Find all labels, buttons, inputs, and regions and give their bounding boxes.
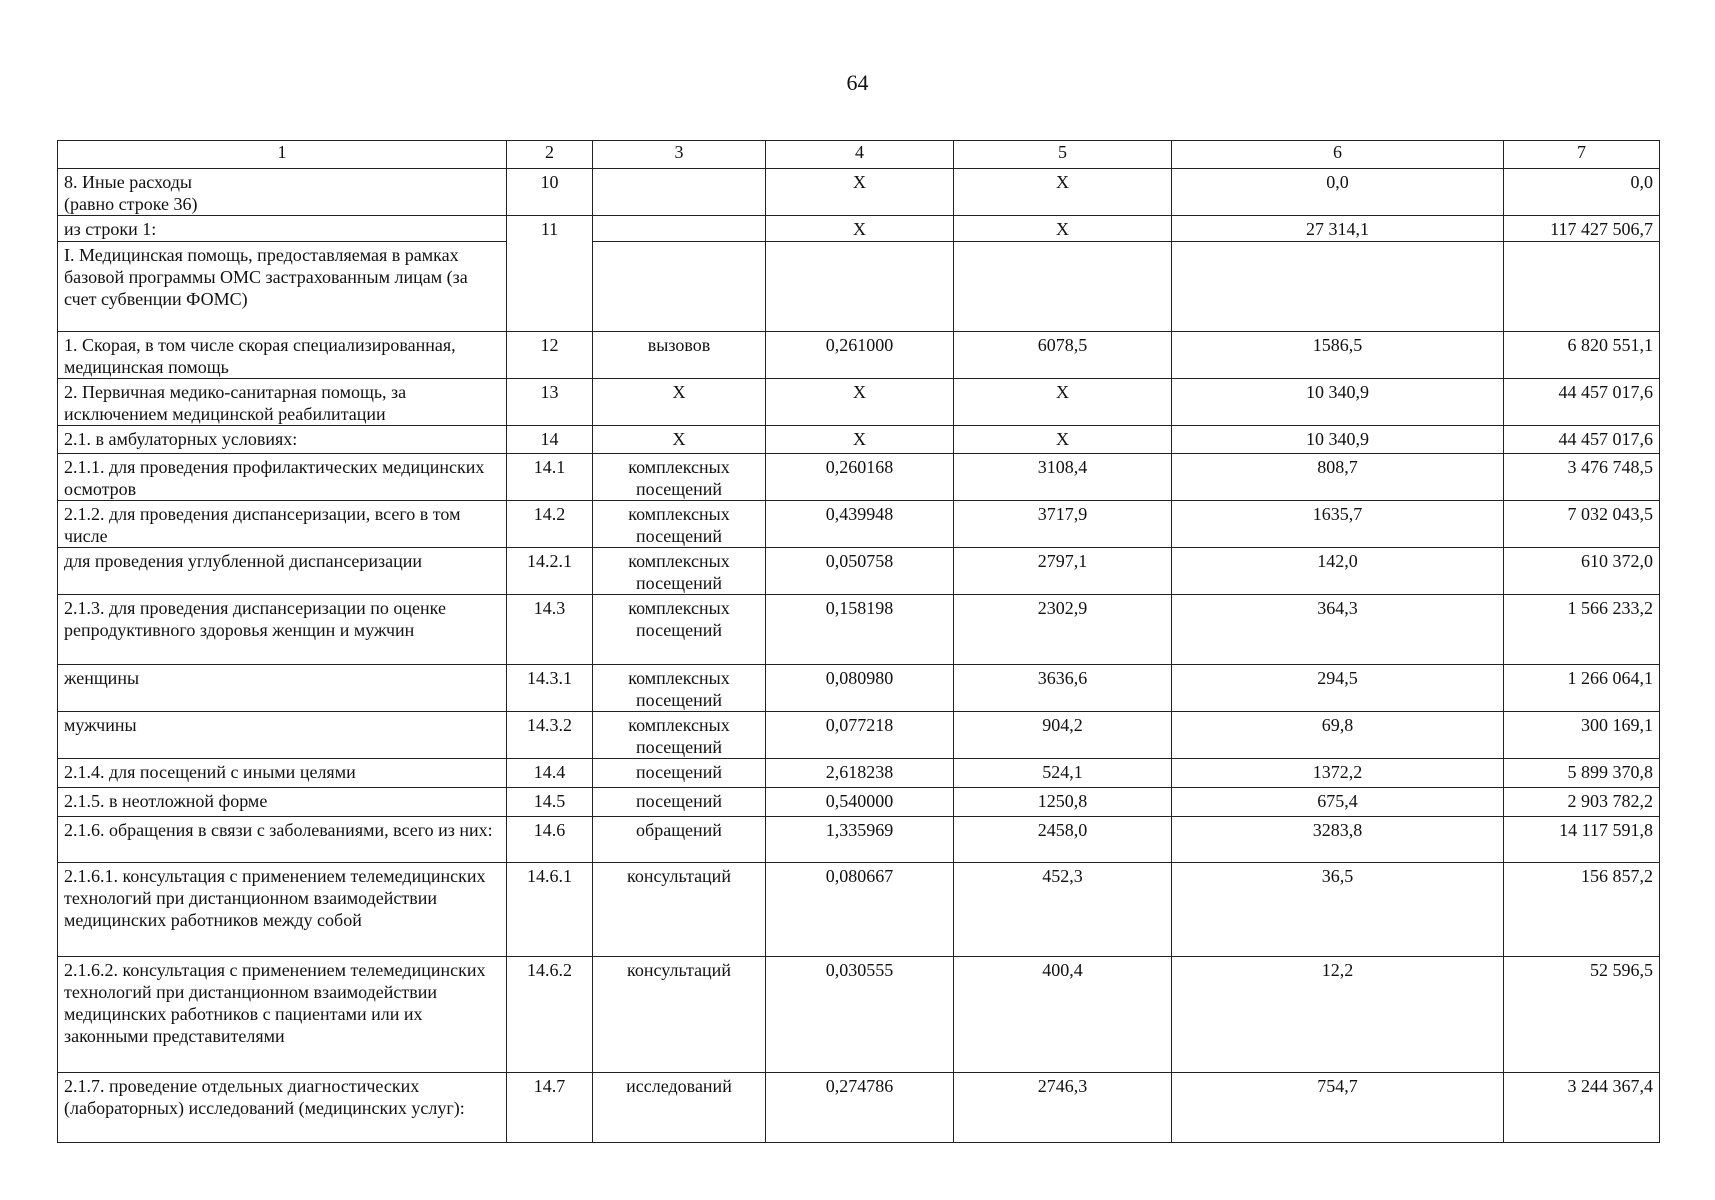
line-number-cell: 14.6.1 <box>507 863 593 957</box>
line-number-cell: 14.2.1 <box>507 548 593 595</box>
value-cell-5: 400,4 <box>954 957 1172 1073</box>
value-cell-6 <box>1172 242 1504 332</box>
line-number-cell: 14 <box>507 426 593 454</box>
value-cell-4: 0,540000 <box>766 788 954 817</box>
value-cell-5: 2302,9 <box>954 595 1172 665</box>
value-cell-7: 2 903 782,2 <box>1504 788 1660 817</box>
value-cell-5: Х <box>954 216 1172 242</box>
row-name-cell: 2. Первичная медико-санитарная помощь, за исключением медицинской реабилитации <box>58 379 507 426</box>
row-name-cell: 2.1.6.2. консультация с применением телемедицинских технологий при дистанционном взаимодействии медицинских работников с пациентами или их законными представителями <box>58 957 507 1073</box>
value-cell-4: 2,618238 <box>766 759 954 788</box>
table-row <box>58 817 1660 863</box>
value-cell-5: 2746,3 <box>954 1073 1172 1143</box>
row-name-cell: 2.1. в амбулаторных условиях: <box>58 426 507 454</box>
value-cell-7: 7 032 043,5 <box>1504 501 1660 548</box>
value-cell-4: 0,158198 <box>766 595 954 665</box>
header-cell: 4 <box>766 141 954 169</box>
value-cell-4: 0,080980 <box>766 665 954 712</box>
table-row <box>58 379 1660 426</box>
value-cell-7: 117 427 506,7 <box>1504 216 1660 242</box>
line-number-cell: 14.4 <box>507 759 593 788</box>
value-cell-7: 52 596,5 <box>1504 957 1660 1073</box>
table-row <box>58 242 1660 332</box>
unit-cell: исследований <box>593 1073 766 1143</box>
unit-cell: комплексных посещений <box>593 548 766 595</box>
value-cell-7: 14 117 591,8 <box>1504 817 1660 863</box>
value-cell-5: 452,3 <box>954 863 1172 957</box>
unit-cell: Х <box>593 379 766 426</box>
value-cell-7: 610 372,0 <box>1504 548 1660 595</box>
line-number-cell: 10 <box>507 169 593 216</box>
value-cell-7: 44 457 017,6 <box>1504 426 1660 454</box>
line-number-cell: 14.7 <box>507 1073 593 1143</box>
value-cell-4: 0,050758 <box>766 548 954 595</box>
unit-cell: посещений <box>593 759 766 788</box>
table-row <box>58 863 1660 957</box>
value-cell-6: 36,5 <box>1172 863 1504 957</box>
value-cell-4: 0,030555 <box>766 957 954 1073</box>
value-cell-5: Х <box>954 426 1172 454</box>
value-cell-7: 300 169,1 <box>1504 712 1660 759</box>
value-cell-6: 1372,2 <box>1172 759 1504 788</box>
row-name-cell: 8. Иные расходы (равно строке 36) <box>58 169 507 216</box>
value-cell-7: 3 244 367,4 <box>1504 1073 1660 1143</box>
value-cell-4: 0,077218 <box>766 712 954 759</box>
header-cell: 6 <box>1172 141 1504 169</box>
data-table <box>57 140 1660 1143</box>
value-cell-5: 1250,8 <box>954 788 1172 817</box>
value-cell-5: Х <box>954 169 1172 216</box>
row-name-cell: 2.1.1. для проведения профилактических медицинских осмотров <box>58 454 507 501</box>
value-cell-6: 294,5 <box>1172 665 1504 712</box>
table-row <box>58 712 1660 759</box>
table-row <box>58 957 1660 1073</box>
table-row <box>58 501 1660 548</box>
value-cell-7: 3 476 748,5 <box>1504 454 1660 501</box>
value-cell-6: 0,0 <box>1172 169 1504 216</box>
value-cell-7: 156 857,2 <box>1504 863 1660 957</box>
line-number-cell: 14.6 <box>507 817 593 863</box>
value-cell-6: 142,0 <box>1172 548 1504 595</box>
value-cell-6: 1635,7 <box>1172 501 1504 548</box>
unit-cell: консультаций <box>593 863 766 957</box>
value-cell-7: 1 266 064,1 <box>1504 665 1660 712</box>
unit-cell: Х <box>593 426 766 454</box>
value-cell-7: 1 566 233,2 <box>1504 595 1660 665</box>
row-name-cell: из строки 1: <box>58 216 507 242</box>
table-row <box>58 426 1660 454</box>
value-cell-6: 808,7 <box>1172 454 1504 501</box>
value-cell-5: 6078,5 <box>954 332 1172 379</box>
value-cell-6: 1586,5 <box>1172 332 1504 379</box>
line-number-cell: 14.5 <box>507 788 593 817</box>
value-cell-7: 5 899 370,8 <box>1504 759 1660 788</box>
value-cell-4 <box>766 242 954 332</box>
value-cell-6: 10 340,9 <box>1172 379 1504 426</box>
unit-cell: комплексных посещений <box>593 712 766 759</box>
header-cell: 3 <box>593 141 766 169</box>
line-number-cell: 11 <box>507 216 593 332</box>
value-cell-7: 0,0 <box>1504 169 1660 216</box>
row-name-cell: для проведения углубленной диспансеризации <box>58 548 507 595</box>
row-name-cell: женщины <box>58 665 507 712</box>
value-cell-5: 524,1 <box>954 759 1172 788</box>
line-number-cell: 13 <box>507 379 593 426</box>
value-cell-4: 1,335969 <box>766 817 954 863</box>
value-cell-5 <box>954 242 1172 332</box>
section-heading-cell: I. Медицинская помощь, предоставляемая в рамках базовой программы ОМС застрахованным лицам (за счет субвенции ФОМС) <box>58 242 507 332</box>
unit-cell: комплексных посещений <box>593 501 766 548</box>
value-cell-6: 3283,8 <box>1172 817 1504 863</box>
value-cell-6: 754,7 <box>1172 1073 1504 1143</box>
table-row <box>58 548 1660 595</box>
value-cell-7 <box>1504 242 1660 332</box>
value-cell-7: 44 457 017,6 <box>1504 379 1660 426</box>
unit-cell: посещений <box>593 788 766 817</box>
table-row <box>58 665 1660 712</box>
value-cell-6: 69,8 <box>1172 712 1504 759</box>
line-number-cell: 14.3 <box>507 595 593 665</box>
value-cell-4: 0,080667 <box>766 863 954 957</box>
line-number-cell: 14.3.1 <box>507 665 593 712</box>
value-cell-4: Х <box>766 379 954 426</box>
table-row <box>58 332 1660 379</box>
value-cell-5: 2458,0 <box>954 817 1172 863</box>
unit-cell: комплексных посещений <box>593 454 766 501</box>
line-number-cell: 14.2 <box>507 501 593 548</box>
header-cell: 5 <box>954 141 1172 169</box>
line-number-cell: 14.6.2 <box>507 957 593 1073</box>
value-cell-6: 27 314,1 <box>1172 216 1504 242</box>
unit-cell: консультаций <box>593 957 766 1073</box>
value-cell-7: 6 820 551,1 <box>1504 332 1660 379</box>
unit-cell <box>593 242 766 332</box>
unit-cell <box>593 169 766 216</box>
row-name-cell: 2.1.6.1. консультация с применением телемедицинских технологий при дистанционном взаимодействии медицинских работников между собой <box>58 863 507 957</box>
unit-cell: комплексных посещений <box>593 595 766 665</box>
value-cell-6: 364,3 <box>1172 595 1504 665</box>
row-name-cell: 2.1.4. для посещений с иными целями <box>58 759 507 788</box>
table-row <box>58 169 1660 216</box>
value-cell-4: 0,260168 <box>766 454 954 501</box>
value-cell-6: 10 340,9 <box>1172 426 1504 454</box>
value-cell-5: 2797,1 <box>954 548 1172 595</box>
row-name-cell: 2.1.3. для проведения диспансеризации по оценке репродуктивного здоровья женщин и мужчин <box>58 595 507 665</box>
unit-cell: вызовов <box>593 332 766 379</box>
row-name-cell: мужчины <box>58 712 507 759</box>
value-cell-5: 3717,9 <box>954 501 1172 548</box>
row-name-cell: 2.1.7. проведение отдельных диагностических (лабораторных) исследований (медицинских услуг): <box>58 1073 507 1143</box>
value-cell-6: 12,2 <box>1172 957 1504 1073</box>
row-name-cell: 1. Скорая, в том числе скорая специализированная, медицинская помощь <box>58 332 507 379</box>
unit-cell: комплексных посещений <box>593 665 766 712</box>
value-cell-5: 3108,4 <box>954 454 1172 501</box>
header-cell: 2 <box>507 141 593 169</box>
row-name-cell: 2.1.6. обращения в связи с заболеваниями, всего из них: <box>58 817 507 863</box>
row-name-cell: 2.1.5. в неотложной форме <box>58 788 507 817</box>
value-cell-6: 675,4 <box>1172 788 1504 817</box>
header-cell: 1 <box>58 141 507 169</box>
value-cell-5: Х <box>954 379 1172 426</box>
value-cell-5: 904,2 <box>954 712 1172 759</box>
header-row <box>58 141 1660 169</box>
row-name-cell: 2.1.2. для проведения диспансеризации, всего в том числе <box>58 501 507 548</box>
value-cell-5: 3636,6 <box>954 665 1172 712</box>
table-row <box>58 788 1660 817</box>
table-row <box>58 454 1660 501</box>
table-row <box>58 595 1660 665</box>
table-row <box>58 216 1660 242</box>
line-number-cell: 14.1 <box>507 454 593 501</box>
value-cell-4: 0,261000 <box>766 332 954 379</box>
table-row <box>58 759 1660 788</box>
page-number: 64 <box>846 70 869 95</box>
line-number-cell: 12 <box>507 332 593 379</box>
header-cell: 7 <box>1504 141 1660 169</box>
value-cell-4: Х <box>766 216 954 242</box>
value-cell-4: Х <box>766 169 954 216</box>
line-number-cell: 14.3.2 <box>507 712 593 759</box>
value-cell-4: 0,274786 <box>766 1073 954 1143</box>
value-cell-4: Х <box>766 426 954 454</box>
unit-cell <box>593 216 766 242</box>
value-cell-4: 0,439948 <box>766 501 954 548</box>
table-row <box>58 1073 1660 1143</box>
unit-cell: обращений <box>593 817 766 863</box>
